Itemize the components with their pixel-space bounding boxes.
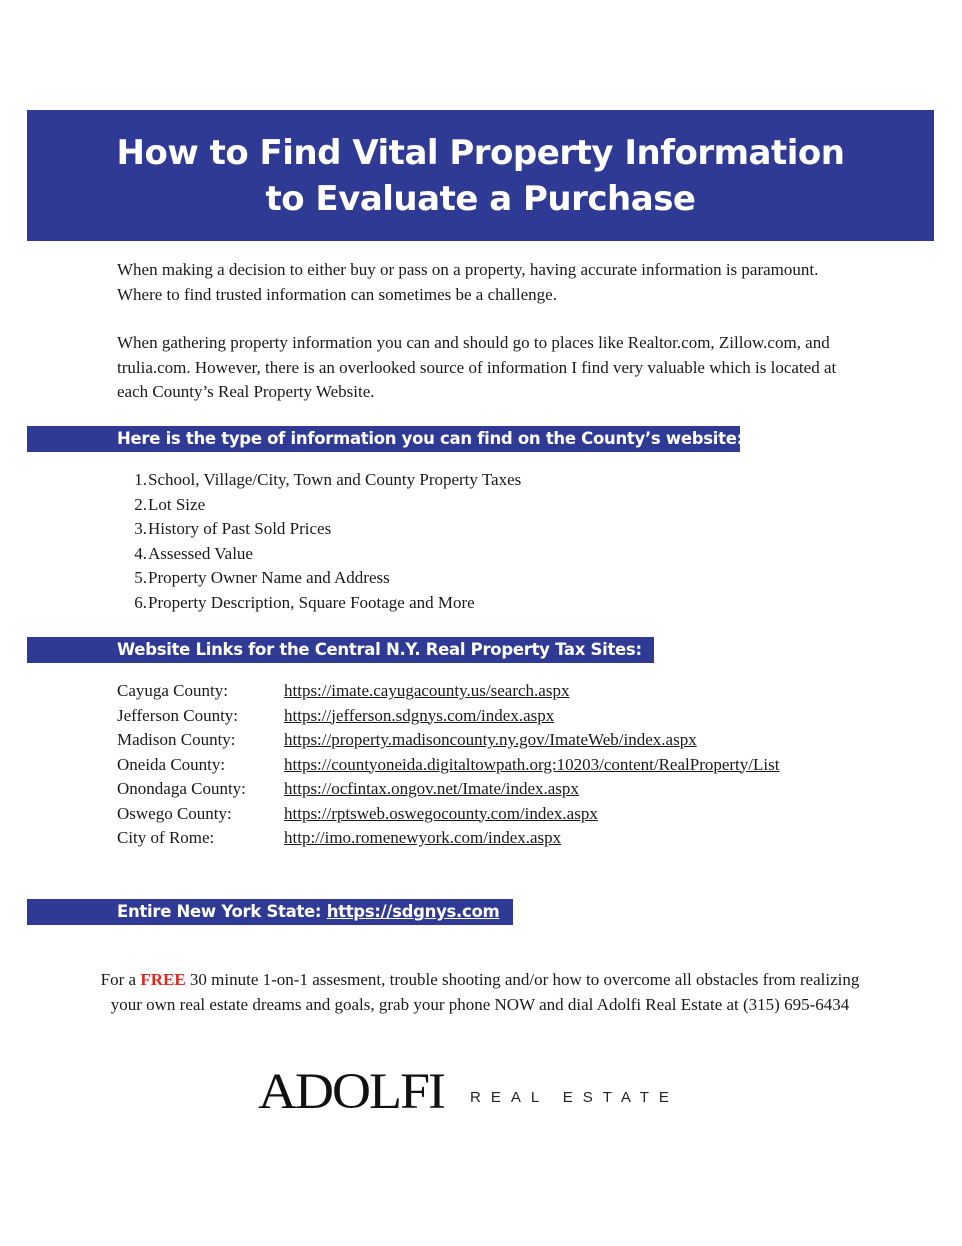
county-link[interactable]: https://jefferson.sdgnys.com/index.aspx bbox=[284, 705, 555, 725]
info-section-heading: Here is the type of information you can find on the County’s website: bbox=[27, 426, 740, 452]
county-link[interactable]: https://rptsweb.oswegocounty.com/index.aspx bbox=[284, 803, 598, 823]
table-row bbox=[117, 777, 779, 802]
list-item bbox=[117, 493, 521, 518]
title-banner bbox=[27, 110, 934, 241]
county-link[interactable]: https://countyoneida.digitaltowpath.org:10203/content/RealProperty/List bbox=[284, 754, 780, 774]
state-label: Entire New York State: bbox=[117, 902, 322, 921]
list-item-number: 3. bbox=[134, 519, 147, 538]
list-item-text: Assessed Value bbox=[148, 543, 253, 563]
list-item-number: 6. bbox=[134, 592, 147, 612]
title-line-2: to Evaluate a Purchase bbox=[265, 178, 696, 219]
county-name: Madison County: bbox=[117, 730, 236, 749]
list-item-text: Lot Size bbox=[148, 494, 206, 514]
list-item bbox=[117, 566, 521, 591]
list-item-number: 2. bbox=[134, 494, 147, 514]
title-line-1: How to Find Vital Property Information bbox=[116, 132, 845, 173]
county-name: Onondaga County: bbox=[117, 779, 246, 798]
state-link[interactable]: https://sdgnys.com bbox=[326, 902, 500, 921]
list-item-number: 5. bbox=[134, 568, 147, 587]
table-row bbox=[117, 802, 779, 827]
logo-subtitle: REAL ESTATE bbox=[470, 1089, 679, 1106]
list-item-text: Property Owner Name and Address bbox=[148, 568, 390, 587]
county-link[interactable]: http://imo.romenewyork.com/index.aspx bbox=[284, 828, 562, 847]
table-row bbox=[117, 753, 779, 778]
list-item bbox=[117, 542, 521, 567]
info-list bbox=[117, 468, 521, 615]
county-links-table bbox=[117, 679, 779, 851]
list-item-number: 4. bbox=[134, 543, 147, 563]
list-item-text: School, Village/City, Town and County Property Taxes bbox=[148, 470, 522, 489]
cta-text-before: For a bbox=[100, 970, 137, 989]
county-name: City of Rome: bbox=[117, 828, 215, 847]
county-link[interactable]: https://ocfintax.ongov.net/Imate/index.aspx bbox=[284, 779, 579, 798]
list-item bbox=[117, 468, 521, 493]
table-row bbox=[117, 826, 779, 851]
table-row bbox=[117, 728, 779, 753]
list-item bbox=[117, 517, 521, 542]
list-item-text: Property Description, Square Footage and More bbox=[148, 592, 475, 612]
county-name: Oneida County: bbox=[117, 754, 226, 774]
county-link[interactable]: https://imate.cayugacounty.us/search.aspx bbox=[284, 681, 570, 700]
county-link[interactable]: https://property.madisoncounty.ny.gov/ImateWeb/index.aspx bbox=[284, 730, 697, 749]
state-section-bar bbox=[27, 899, 513, 925]
table-row bbox=[117, 704, 779, 729]
call-to-action bbox=[100, 968, 860, 1017]
list-item bbox=[117, 591, 521, 616]
list-item-text: History of Past Sold Prices bbox=[148, 519, 332, 538]
county-name: Cayuga County: bbox=[117, 681, 228, 700]
adolfi-logo bbox=[258, 1062, 679, 1120]
county-name: Oswego County: bbox=[117, 803, 232, 823]
cta-free-highlight: FREE bbox=[140, 970, 186, 989]
list-item-number: 1. bbox=[134, 470, 147, 489]
cta-text-after: 30 minute 1-on-1 assesment, trouble shooting and/or how to overcome all obstacles from realizing your own real estate dreams and goals, grab your phone NOW and dial Adolfi Real Estate at (315) 695-6434 bbox=[110, 970, 860, 1014]
intro-paragraph-1: When making a decision to either buy or pass on a property, having accurate information is paramount. Where to find trusted information can sometimes be a challenge. bbox=[117, 260, 819, 304]
county-name: Jefferson County: bbox=[117, 705, 239, 725]
links-section-heading: Website Links for the Central N.Y. Real Property Tax Sites: bbox=[27, 637, 654, 663]
intro-paragraph-2: When gathering property information you can and should go to places like Realtor.com, Zillow.com, and trulia.com. However, there is an overlooked source of information I find very valuable which is located at each County’s Real Property Website. bbox=[117, 333, 837, 401]
table-row bbox=[117, 679, 779, 704]
logo-brand: ADOLFI bbox=[258, 1062, 444, 1120]
